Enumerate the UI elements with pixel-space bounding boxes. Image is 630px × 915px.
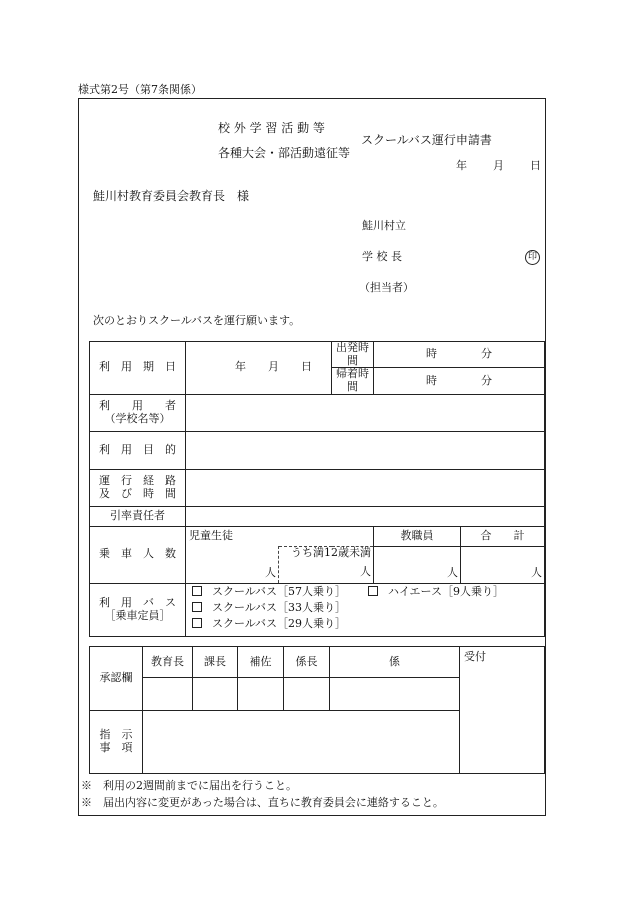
addressee: 鮭川村教育委員会教育長 様 — [93, 189, 250, 203]
instructions-field[interactable] — [143, 711, 460, 774]
depart-label: 出発時間 — [332, 342, 374, 368]
approval-label: 承認欄 — [90, 647, 143, 711]
bus-option-57[interactable]: スクールバス［57人乗り］ — [192, 586, 368, 599]
total-count-field[interactable]: 人 — [461, 546, 545, 583]
date-year[interactable]: 年 — [456, 159, 467, 172]
staff-count-field[interactable]: 人 — [374, 546, 461, 583]
purpose-label: 利 用 目 的 — [90, 431, 186, 469]
leader-label: 引率責任者 — [90, 506, 186, 526]
route-field[interactable] — [186, 469, 545, 506]
purpose-field[interactable] — [186, 431, 545, 469]
received-label: 受付 — [464, 650, 486, 663]
title-line-2: 各種大会・部活動遠征等 — [218, 146, 351, 160]
application-table — [89, 341, 545, 637]
date-day[interactable]: 日 — [530, 159, 541, 172]
return-time-field[interactable]: 時 分 — [374, 368, 545, 394]
stamp-staff[interactable] — [330, 678, 460, 711]
header-section-chief: 課長 — [193, 647, 238, 678]
bus-options — [186, 583, 545, 636]
total-label: 合 計 — [461, 526, 545, 546]
header-assistant: 補佐 — [238, 647, 284, 678]
depart-time-field[interactable]: 時 分 — [374, 342, 545, 368]
title-suffix: スクールバス運行申請書 — [361, 133, 492, 147]
checkbox-icon[interactable] — [192, 586, 202, 596]
title-line-1: 校 外 学 習 活 動 等 — [218, 121, 325, 135]
user-field[interactable] — [186, 394, 545, 431]
bus-option-29[interactable]: スクールバス［29人乗り］ — [192, 618, 544, 634]
approval-table — [89, 646, 545, 774]
passengers-label: 乗 車 人 数 — [90, 526, 186, 583]
checkbox-icon[interactable] — [192, 618, 202, 628]
stamp-superintendent[interactable] — [143, 678, 193, 711]
leader-field[interactable] — [186, 506, 545, 526]
students-count-field[interactable]: 人 — [186, 546, 279, 583]
date-month[interactable]: 月 — [493, 159, 504, 172]
period-date-field[interactable]: 年 月 日 — [186, 342, 332, 395]
bus-option-33[interactable]: スクールバス［33人乗り］ — [192, 602, 544, 618]
students-label: 児童生徒 — [186, 526, 374, 546]
user-label: 利 用 者 （学校名等） — [90, 394, 186, 431]
checkbox-icon[interactable] — [368, 586, 378, 596]
stamp-section-chief[interactable] — [193, 678, 238, 711]
bus-option-hiace[interactable]: ハイエース［9人乗り］ — [368, 585, 504, 598]
under12-label: うち満12歳未満 — [291, 546, 371, 560]
applicant-principal[interactable]: 学 校 長 — [362, 250, 402, 263]
intro-text: 次のとおりスクールバスを運行願います。 — [93, 314, 301, 327]
route-label: 運 行 経 路 及 び 時 間 — [90, 469, 186, 506]
header-unit-chief: 係長 — [284, 647, 330, 678]
note-1: ※ 利用の2週間前までに届出を行うこと。 — [81, 779, 297, 792]
applicant-school[interactable]: 鮭川村立 — [362, 219, 406, 232]
instructions-label: 指 示 事 項 — [90, 711, 143, 774]
return-label: 帰着時間 — [332, 368, 374, 394]
under12-count-field[interactable]: うち満12歳未満 人 — [279, 546, 374, 583]
header-superintendent: 教育長 — [143, 647, 193, 678]
note-2: ※ 届出内容に変更があった場合は、直ちに教育委員会に連絡すること。 — [81, 796, 444, 809]
seal-mark: 印 — [525, 250, 540, 265]
applicant-contact[interactable]: （担当者） — [359, 281, 414, 294]
staff-label: 教職員 — [374, 526, 461, 546]
header-staff: 係 — [330, 647, 460, 678]
checkbox-icon[interactable] — [192, 602, 202, 612]
stamp-unit-chief[interactable] — [284, 678, 330, 711]
received-box[interactable] — [460, 647, 545, 774]
bus-label: 利 用 バ ス ［乗車定員］ — [90, 583, 186, 636]
stamp-assistant[interactable] — [238, 678, 284, 711]
form-number: 様式第2号（第7条関係） — [78, 83, 202, 96]
period-label: 利 用 期 日 — [90, 342, 186, 395]
